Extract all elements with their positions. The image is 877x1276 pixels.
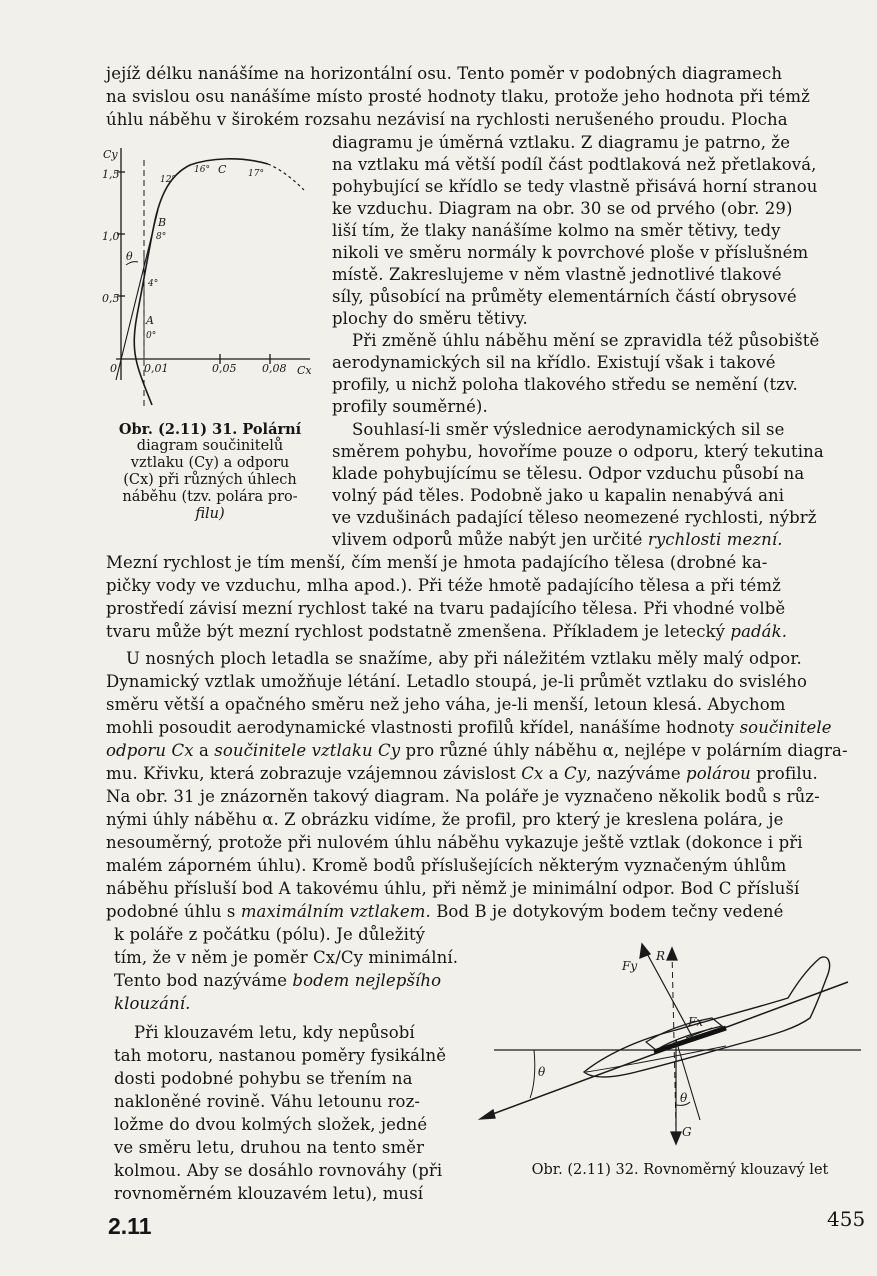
text-line-24: pičky vody ve vzduchu, mlha apod.). Při téže hmotě padajícího tělesa a při témž bbox=[106, 576, 781, 595]
svg-text:0,01: 0,01 bbox=[144, 362, 169, 375]
text-line-29: směru větší a opačného směru než jeho váha, je-li menší, letoun klesá. Abychom bbox=[106, 695, 786, 714]
svg-text:1,0: 1,0 bbox=[102, 230, 120, 243]
text-line-47: ložme do dvou kolmých složek, jedné bbox=[114, 1115, 428, 1134]
svg-text:1,5: 1,5 bbox=[102, 168, 120, 181]
term-max-vztlak: maximálním vztlakem. bbox=[240, 902, 431, 921]
label-fx: Fx bbox=[688, 1015, 704, 1029]
text-line-28: Dynamický vztlak umožňuje létání. Letadlo stoupá, je-li průmět vztlaku do svislého bbox=[106, 672, 808, 691]
text-line-17: Souhlasí-li směr výslednice aerodynamických sil se bbox=[352, 420, 785, 439]
text-line-23: Mezní rychlost je tím menší, čím menší je hmota padajícího tělesa (drobné ka- bbox=[106, 553, 768, 572]
aircraft-body bbox=[584, 957, 830, 1077]
term-soucinitele: součinitele bbox=[739, 718, 832, 737]
text-line-19: klade pohybujícímu se tělesu. Odpor vzduchu působí na bbox=[332, 464, 805, 483]
text-line-26: tvaru může být mezní rychlost podstatně zmenšena. Příkladem je letecký padák. bbox=[106, 622, 788, 641]
svg-text:16°: 16° bbox=[194, 165, 210, 175]
figure-32-caption: Obr. (2.11) 32. Rovnoměrný klouzavý let bbox=[531, 1162, 829, 1178]
label-g: G bbox=[682, 1125, 692, 1139]
term-padak: padák. bbox=[730, 622, 788, 641]
text-line-49: kolmou. Aby se dosáhlo rovnováhy (při bbox=[114, 1161, 443, 1180]
text-line-37: náběhu přísluší bod A takovému úhlu, při němž je minimální odpor. Bod C přísluší bbox=[106, 879, 800, 898]
text-line-44: tah motoru, nastanou poměry fysikálně bbox=[114, 1046, 447, 1065]
term-rychlosti-mezni: rychlosti mezní. bbox=[647, 530, 783, 549]
text-line-39: k poláře z počátku (pólu). Je důležitý bbox=[114, 925, 426, 944]
text-line-13: Při změně úhlu náběhu mění se zpravidla též působiště bbox=[352, 331, 820, 350]
point-b: B bbox=[158, 216, 167, 229]
text-line-15: profily, u nichž poloha tlakového středu se nemění (tzv. bbox=[332, 375, 798, 394]
figure-32-glide-diagram bbox=[476, 930, 866, 1160]
text-line-31: odporu Cx a součinitele vztlaku Cy pro různé úhly náběhu α, nejlépe v polárním diagra- bbox=[106, 741, 848, 760]
text-line-30: mohli posoudit aerodynamické vlastnosti profilů křídel, nanášíme hodnoty součinitele bbox=[106, 718, 832, 737]
text-line-12: plochy do směru tětivy. bbox=[332, 309, 528, 328]
text-line-36: malém záporném úhlu). Kromě bodů příslušejících některým vyznačeným úhlům bbox=[106, 856, 787, 875]
svg-text:12°: 12° bbox=[160, 175, 176, 185]
term-klouzani: klouzání. bbox=[114, 994, 191, 1013]
text-line-14: aerodynamických sil na křídlo. Existují však i takové bbox=[332, 353, 776, 372]
svg-text:0,08: 0,08 bbox=[262, 362, 287, 375]
label-theta-2: θ bbox=[680, 1091, 688, 1105]
text-line-5: na vztlaku má větší podíl část podtlaková než přetlaková, bbox=[332, 155, 817, 174]
text-line-40: tím, že v něm je poměr Cx/Cy minimální. bbox=[114, 948, 459, 967]
text-line-35: nesouměrný, protože při nulovém úhlu náběhu vykazuje ještě vztlak (dokonce i při bbox=[106, 833, 803, 852]
text-line-9: nikoli ve směru normály k povrchové ploše v příslušném bbox=[332, 243, 809, 262]
text-line-10: místě. Zakreslujeme v něm vlastně jednotlivé tlakové bbox=[332, 265, 782, 284]
text-line-27: U nosných ploch letadla se snažíme, aby při náležitém vztlaku měly malý odpor. bbox=[126, 649, 802, 668]
text-line-33: Na obr. 31 je znázorněn takový diagram. Na poláře je vyznačeno několik bodů s růz- bbox=[106, 787, 820, 806]
figure-31-polar-diagram bbox=[100, 140, 320, 410]
label-fy: Fy bbox=[622, 959, 638, 973]
text-line-7: ke vzduchu. Diagram na obr. 30 se od prvého (obr. 29) bbox=[332, 199, 793, 218]
text-line-46: nakloněné rovině. Váhu letounu roz- bbox=[114, 1092, 421, 1111]
text-line-41: Tento bod nazýváme bodem nejlepšího bbox=[114, 971, 442, 990]
label-r: R bbox=[656, 949, 666, 963]
svg-text:0,05: 0,05 bbox=[212, 362, 237, 375]
text-line-50: rovnoměrném klouzavém letu), musí bbox=[114, 1184, 424, 1203]
svg-text:4°: 4° bbox=[148, 279, 159, 289]
text-line-8: liší tím, že tlaky nanášíme kolmo na směr tětivy, tedy bbox=[332, 221, 781, 240]
point-a: A bbox=[146, 314, 154, 327]
text-line-45: dosti podobné pohybu se třením na bbox=[114, 1069, 413, 1088]
axis-label-cx: Cx bbox=[297, 364, 312, 377]
text-line-32: mu. Křivku, která zobrazuje vzájemnou závislost Cx a Cy, nazýváme polárou profilu. bbox=[106, 764, 818, 783]
text-line-2: na svislou osu nanášíme místo prosté hodnoty tlaku, protože jeho hodnota při témž bbox=[106, 87, 810, 106]
text-line-20: volný pád těles. Podobně jako u kapalin nenabývá ani bbox=[332, 486, 785, 505]
svg-text:0°: 0° bbox=[146, 331, 157, 341]
text-line-42 bbox=[114, 994, 190, 1014]
section-number: 2.11 bbox=[108, 1213, 152, 1239]
text-line-6: pohybující se křídlo se tedy vlastně přisává horní stranou bbox=[332, 177, 818, 196]
text-line-48: ve směru letu, druhou na tento směr bbox=[114, 1138, 425, 1157]
axis-label-cy: Cy bbox=[103, 148, 118, 161]
text-line-25: prostředí závisí mezní rychlost také na tvaru padajícího tělesa. Při vhodné volbě bbox=[106, 599, 786, 618]
text-line-22: vlivem odporů může nabýt jen určité rychlosti mezní. bbox=[332, 530, 783, 549]
text-line-38: podobné úhlu s maximálním vztlakem. Bod B je dotykovým bodem tečny vedené bbox=[106, 902, 784, 921]
text-line-34: nými úhly náběhu α. Z obrázku vidíme, že profil, pro který je kreslena polára, je bbox=[106, 810, 784, 829]
svg-text:0: 0 bbox=[110, 362, 117, 375]
text-line-18: směrem pohybu, hovoříme pouze o odporu, který tekutina bbox=[332, 442, 824, 461]
label-theta-1: θ bbox=[538, 1065, 546, 1079]
term-bod-nejlepsiho: bodem nejlepšího bbox=[292, 971, 442, 990]
svg-text:0,5: 0,5 bbox=[102, 292, 120, 305]
text-line-1: jejíž délku nanášíme na horizontální osu. Tento poměr v podobných diagramech bbox=[106, 64, 783, 83]
text-line-16: profily souměrné). bbox=[332, 397, 488, 416]
term-polarou: polárou bbox=[686, 764, 751, 783]
svg-text:17°: 17° bbox=[248, 169, 264, 179]
text-line-4: diagramu je úměrná vztlaku. Z diagramu je patrno, že bbox=[332, 133, 791, 152]
text-line-3: úhlu náběhu v širokém rozsahu nezávisí na rychlosti nerušeného proudu. Plocha bbox=[106, 110, 788, 129]
text-line-21: ve vzdušinách padající těleso neomezené rychlosti, nýbrž bbox=[332, 508, 817, 527]
text-line-11: síly, působící na průměty elementárních částí obrysové bbox=[332, 287, 797, 306]
theta-label: θ bbox=[126, 250, 133, 263]
point-c: C bbox=[218, 163, 227, 176]
svg-text:8°: 8° bbox=[156, 232, 167, 242]
text-line-43: Při klouzavém letu, kdy nepůsobí bbox=[134, 1023, 415, 1042]
page-number: 455 bbox=[827, 1207, 866, 1231]
